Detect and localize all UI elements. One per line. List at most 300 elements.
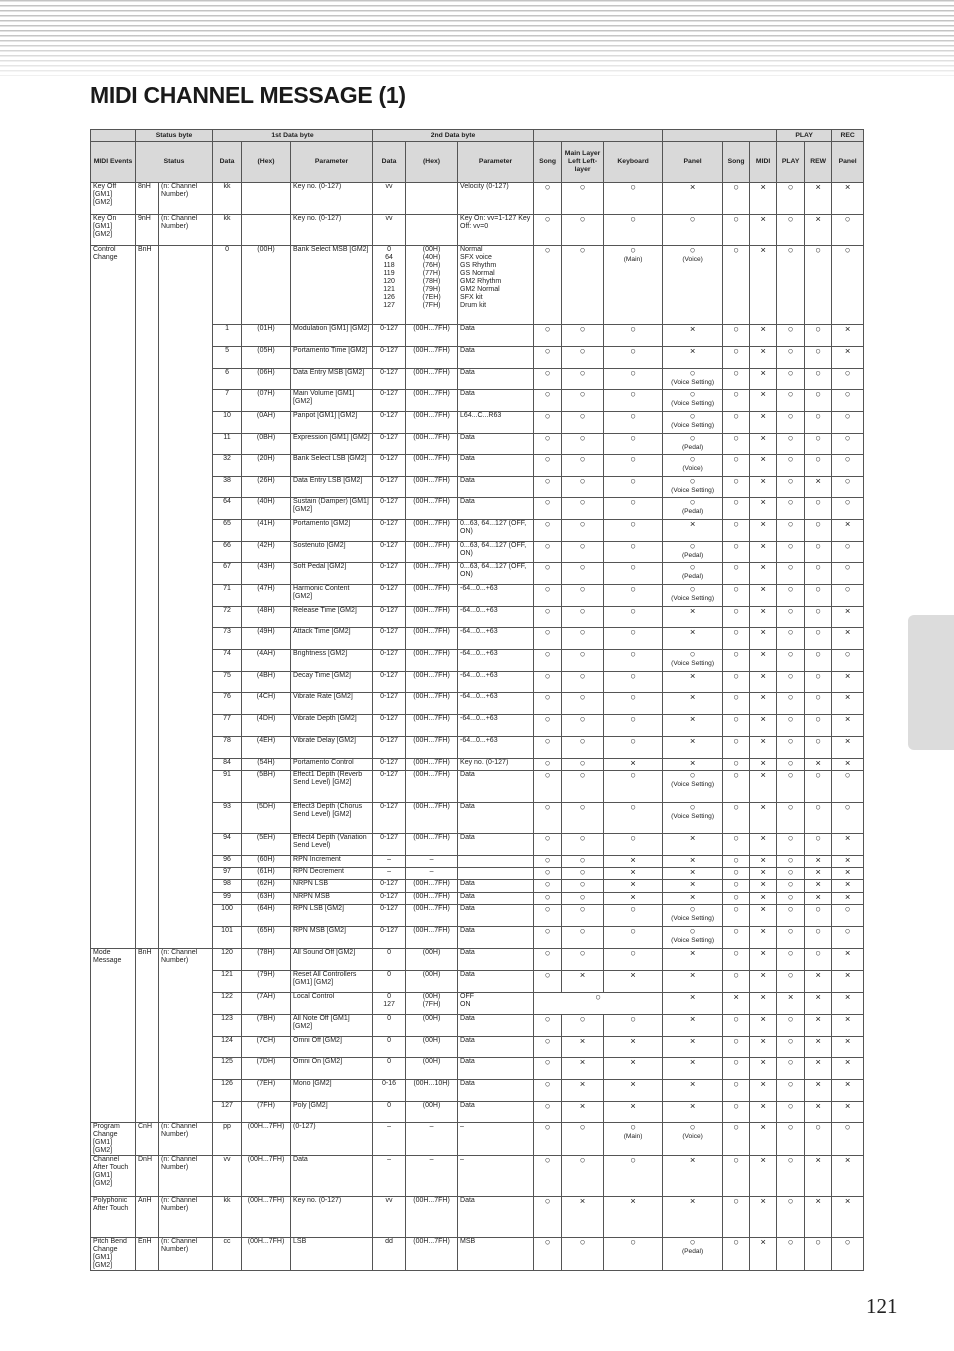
play-midi-cell: × (750, 390, 777, 412)
song-cell: ○ (534, 672, 562, 693)
play-play-cell: ○ (777, 880, 805, 893)
first-data-parameter-cell: Omni On [GM2] (291, 1058, 373, 1080)
play-song-cell: ○ (723, 246, 750, 325)
keyboard-cell: × (604, 1080, 663, 1102)
main-layer-cell: ○ (562, 520, 604, 542)
first-data-cell: 120 (213, 949, 242, 971)
main-layer-cell: ○ (562, 650, 604, 672)
play-rew-cell: × (805, 856, 832, 868)
first-data-hex-cell: (54H) (242, 759, 291, 771)
panel-symbol: ○ (689, 245, 696, 256)
main-layer-cell: ○ (562, 1156, 604, 1197)
panel-symbol: × (689, 833, 696, 844)
first-data-hex-cell: (4DH) (242, 715, 291, 737)
first-data-cell: 10 (213, 412, 242, 434)
main-layer-cell: × (562, 1102, 604, 1123)
second-data-cell: 0-127 (373, 498, 406, 520)
first-data-hex-cell: (07H) (242, 390, 291, 412)
main-layer-cell: ○ (562, 893, 604, 905)
header-play: PLAY (777, 142, 805, 183)
rec-panel-cell: × (832, 1197, 864, 1238)
first-data-cell: 122 (213, 993, 242, 1015)
song-cell: ○ (534, 246, 562, 325)
play-song-cell: ○ (723, 325, 750, 347)
second-data-hex-cell (406, 215, 458, 246)
panel-symbol: ○ (689, 389, 696, 400)
second-data-parameter-cell: Data (458, 880, 534, 893)
panel-symbol: × (689, 879, 696, 890)
second-data-cell: vv (373, 215, 406, 246)
first-data-hex-cell: (00H...7FH) (242, 1123, 291, 1156)
panel-note: (Voice) (682, 465, 703, 472)
second-data-hex-cell: (00H...7FH) (406, 585, 458, 607)
second-data-hex-cell: (00H...7FH) (406, 369, 458, 390)
panel-cell (663, 993, 723, 1015)
header-song: Song (723, 142, 750, 183)
second-data-parameter-cell: Data (458, 1080, 534, 1102)
panel-cell (663, 971, 723, 993)
panel-note: (Voice Setting) (671, 660, 715, 667)
song-cell: ○ (534, 434, 562, 455)
play-rew-cell: ○ (805, 803, 832, 834)
play-midi-cell: × (750, 803, 777, 834)
second-data-hex-cell: (00H...7FH) (406, 455, 458, 477)
keyboard-note: (Main) (623, 256, 643, 263)
keyboard-cell: ○ (604, 434, 663, 455)
rec-panel-cell: × (832, 672, 864, 693)
play-play-cell: ○ (777, 893, 805, 905)
second-data-hex-cell: – (406, 1156, 458, 1197)
first-data-cell: 91 (213, 771, 242, 803)
play-play-cell: ○ (777, 1102, 805, 1123)
first-data-parameter-cell: Key no. (0-127) (291, 215, 373, 246)
play-midi-cell: × (750, 585, 777, 607)
table-row (91, 183, 864, 215)
keyboard-cell: ○ (604, 1156, 663, 1197)
panel-symbol: × (689, 970, 696, 981)
play-rew-cell: ○ (805, 542, 832, 563)
first-data-parameter-cell: Main Volume [GM1] [GM2] (291, 390, 373, 412)
panel-note: (Voice Setting) (671, 937, 715, 944)
second-data-cell: 0-127 (373, 715, 406, 737)
first-data-parameter-cell: RPN Decrement (291, 868, 373, 880)
play-rew-cell: ○ (805, 715, 832, 737)
play-song-cell: ○ (723, 650, 750, 672)
second-data-cell: 0-127 (373, 803, 406, 834)
play-rew-cell: × (805, 1058, 832, 1080)
panel-cell (663, 477, 723, 498)
song-cell: ○ (534, 477, 562, 498)
panel-symbol: × (689, 346, 696, 357)
panel-symbol: ○ (689, 214, 696, 225)
play-play-cell: ○ (777, 434, 805, 455)
rec-panel-cell: × (832, 1037, 864, 1058)
second-data-cell: 0-127 (373, 563, 406, 585)
play-rew-cell: × (805, 1197, 832, 1238)
panel-symbol: ○ (689, 433, 696, 444)
first-data-hex-cell: (4EH) (242, 737, 291, 759)
second-data-hex-cell: (00H) (406, 1015, 458, 1037)
panel-symbol: ○ (689, 454, 696, 465)
header-rec: REC (832, 130, 864, 142)
main-layer-cell: ○ (562, 693, 604, 715)
panel-note: (Pedal) (681, 444, 704, 451)
play-midi-cell: × (750, 905, 777, 927)
first-data-parameter-cell: NRPN LSB (291, 880, 373, 893)
table-row (91, 215, 864, 246)
first-data-parameter-cell: Data Entry MSB [GM2] (291, 369, 373, 390)
play-song-cell: ○ (723, 1015, 750, 1037)
song-cell: ○ (534, 1197, 562, 1238)
second-data-parameter-cell: Data (458, 1102, 534, 1123)
panel-cell (663, 868, 723, 880)
second-data-parameter-cell: MSB (458, 1238, 534, 1271)
panel-symbol: ○ (689, 562, 696, 573)
play-rew-cell: ○ (805, 1123, 832, 1156)
header-data: Data (213, 142, 242, 183)
play-song-cell: ○ (723, 759, 750, 771)
first-data-cell: 93 (213, 803, 242, 834)
panel-cell (663, 1015, 723, 1037)
keyboard-cell: ○ (604, 628, 663, 650)
first-data-parameter-cell: RPN Increment (291, 856, 373, 868)
play-song-cell: ○ (723, 347, 750, 369)
header-hex: (Hex) (406, 142, 458, 183)
play-midi-cell: × (750, 1037, 777, 1058)
play-midi-cell: × (750, 434, 777, 455)
keyboard-cell: ○ (604, 905, 663, 927)
panel-cell (663, 803, 723, 834)
first-data-cell: cc (213, 1238, 242, 1271)
play-play-cell: × (777, 993, 805, 1015)
panel-cell (663, 1102, 723, 1123)
header-first-data: 1st Data byte (213, 130, 373, 142)
play-play-cell: ○ (777, 1037, 805, 1058)
panel-symbol: × (689, 867, 696, 878)
second-data-hex-cell: (00H...7FH) (406, 390, 458, 412)
main-layer-cell: ○ (562, 803, 604, 834)
song-cell: ○ (534, 834, 562, 856)
play-rew-cell: × (805, 1102, 832, 1123)
first-data-parameter-cell: Bank Select MSB [GM2] (291, 246, 373, 325)
panel-cell (663, 585, 723, 607)
panel-cell (663, 325, 723, 347)
second-data-cell: 0-127 (373, 607, 406, 628)
keyboard-cell: ○ (604, 693, 663, 715)
header-blank (663, 130, 777, 142)
first-data-parameter-cell: Harmonic Content [GM2] (291, 585, 373, 607)
first-data-cell: 127 (213, 1102, 242, 1123)
panel-cell (663, 390, 723, 412)
main-layer-cell: ○ (562, 542, 604, 563)
main-layer-cell: ○ (562, 880, 604, 893)
keyboard-cell: × (604, 1197, 663, 1238)
status-note-cell: (n: Channel Number) (159, 1197, 213, 1238)
panel-symbol: × (689, 1036, 696, 1047)
second-data-parameter-cell: Data (458, 369, 534, 390)
first-data-hex-cell: (41H) (242, 520, 291, 542)
second-data-cell: 0 127 (373, 993, 406, 1015)
play-midi-cell: × (750, 856, 777, 868)
panel-cell (663, 949, 723, 971)
second-data-hex-cell: (00H...7FH) (406, 893, 458, 905)
song-cell: ○ (534, 1058, 562, 1080)
play-song-cell: ○ (723, 880, 750, 893)
keyboard-cell: ○ (604, 737, 663, 759)
midi-event-cell: Control Change (91, 246, 136, 949)
play-rew-cell: × (805, 880, 832, 893)
second-data-parameter-cell: L64...C...R63 (458, 412, 534, 434)
first-data-cell: 66 (213, 542, 242, 563)
second-data-cell: – (373, 1156, 406, 1197)
panel-cell (663, 455, 723, 477)
play-midi-cell: × (750, 498, 777, 520)
play-rew-cell: × (805, 1080, 832, 1102)
second-data-hex-cell: (00H) (40H) (76H) (77H) (78H) (79H) (7EH) (7FH) (406, 246, 458, 325)
first-data-cell: 126 (213, 1080, 242, 1102)
second-data-hex-cell: (00H...10H) (406, 1080, 458, 1102)
second-data-cell: 0-127 (373, 347, 406, 369)
rec-panel-cell: ○ (832, 412, 864, 434)
rec-panel-cell: ○ (832, 498, 864, 520)
play-play-cell: ○ (777, 369, 805, 390)
second-data-cell: 0-127 (373, 412, 406, 434)
second-data-cell: 0 (373, 971, 406, 993)
rec-panel-cell: ○ (832, 215, 864, 246)
header-status-byte: Status byte (136, 130, 213, 142)
main-layer-cell: ○ (562, 563, 604, 585)
rec-panel-cell: ○ (832, 455, 864, 477)
second-data-cell: 0-127 (373, 542, 406, 563)
first-data-parameter-cell: Release Time [GM2] (291, 607, 373, 628)
keyboard-cell: ○ (604, 542, 663, 563)
second-data-hex-cell: (00H...7FH) (406, 563, 458, 585)
play-play-cell: ○ (777, 771, 805, 803)
panel-cell (663, 369, 723, 390)
panel-cell (663, 246, 723, 325)
first-data-cell: kk (213, 183, 242, 215)
second-data-hex-cell: (00H...7FH) (406, 771, 458, 803)
panel-symbol: ○ (689, 926, 696, 937)
main-layer-cell: ○ (562, 607, 604, 628)
first-data-parameter-cell: Attack Time [GM2] (291, 628, 373, 650)
header-keyboard: Keyboard (604, 142, 663, 183)
panel-symbol: × (689, 992, 696, 1003)
first-data-hex-cell: (00H...7FH) (242, 1238, 291, 1271)
header-main-layer: Main Layer Left Left-layer (562, 142, 604, 183)
keyboard-cell: × (604, 759, 663, 771)
play-rew-cell: ○ (805, 412, 832, 434)
song-cell: ○ (534, 715, 562, 737)
rec-panel-cell: × (832, 520, 864, 542)
play-midi-cell: × (750, 715, 777, 737)
second-data-cell: vv (373, 183, 406, 215)
first-data-cell: 94 (213, 834, 242, 856)
second-data-parameter-cell: 0...63, 64...127 (OFF, ON) (458, 520, 534, 542)
table-row (91, 1197, 864, 1238)
play-midi-cell: × (750, 520, 777, 542)
panel-symbol: × (689, 892, 696, 903)
play-midi-cell: × (750, 759, 777, 771)
second-data-cell: dd (373, 1238, 406, 1271)
play-midi-cell: × (750, 868, 777, 880)
play-song-cell: ○ (723, 1197, 750, 1238)
play-song-cell: ○ (723, 585, 750, 607)
play-midi-cell: × (750, 607, 777, 628)
keyboard-cell: ○ (604, 803, 663, 834)
panel-cell (663, 880, 723, 893)
play-song-cell: ○ (723, 737, 750, 759)
main-layer-cell: ○ (562, 183, 604, 215)
play-song-cell: ○ (723, 693, 750, 715)
panel-cell (663, 737, 723, 759)
second-data-parameter-cell: Data (458, 477, 534, 498)
rec-panel-cell: × (832, 1102, 864, 1123)
panel-cell (663, 563, 723, 585)
play-song-cell: ○ (723, 520, 750, 542)
midi-event-cell: Key On [GM1] [GM2] (91, 215, 136, 246)
first-data-cell: 11 (213, 434, 242, 455)
play-song-cell: ○ (723, 369, 750, 390)
panel-symbol: × (689, 671, 696, 682)
panel-note: (Pedal) (681, 1248, 704, 1255)
second-data-hex-cell: (00H...7FH) (406, 412, 458, 434)
play-midi-cell: × (750, 1238, 777, 1271)
song-cell: ○ (534, 771, 562, 803)
panel-cell (663, 715, 723, 737)
first-data-cell: pp (213, 1123, 242, 1156)
song-cell: ○ (534, 215, 562, 246)
play-play-cell: ○ (777, 412, 805, 434)
first-data-parameter-cell: Vibrate Depth [GM2] (291, 715, 373, 737)
play-rew-cell: ○ (805, 771, 832, 803)
play-song-cell: ○ (723, 971, 750, 993)
keyboard-cell: × (604, 880, 663, 893)
second-data-parameter-cell: Data (458, 803, 534, 834)
song-cell: ○ (534, 1238, 562, 1271)
panel-symbol: × (689, 519, 696, 530)
second-data-parameter-cell: Data (458, 325, 534, 347)
first-data-cell: 77 (213, 715, 242, 737)
rec-panel-cell: ○ (832, 542, 864, 563)
song-cell: ○ (534, 650, 562, 672)
main-layer-cell: ○ (562, 325, 604, 347)
main-layer-cell: ○ (562, 412, 604, 434)
first-data-cell: 67 (213, 563, 242, 585)
second-data-hex-cell: (00H) (406, 949, 458, 971)
second-data-cell: 0-127 (373, 905, 406, 927)
panel-cell (663, 1037, 723, 1058)
play-rew-cell: ○ (805, 455, 832, 477)
second-data-cell: 0-127 (373, 650, 406, 672)
rec-panel-cell: ○ (832, 905, 864, 927)
second-data-parameter-cell: -64...0...+63 (458, 607, 534, 628)
first-data-hex-cell: (65H) (242, 927, 291, 949)
second-data-cell: 0-127 (373, 893, 406, 905)
second-data-parameter-cell: – (458, 1156, 534, 1197)
play-song-cell: ○ (723, 1238, 750, 1271)
main-layer-cell: ○ (562, 434, 604, 455)
panel-symbol: × (689, 736, 696, 747)
midi-event-cell: Mode Message (91, 949, 136, 1123)
rec-panel-cell: ○ (832, 369, 864, 390)
panel-cell (663, 1058, 723, 1080)
play-song-cell: ○ (723, 1156, 750, 1197)
first-data-hex-cell: (4CH) (242, 693, 291, 715)
first-data-parameter-cell: Decay Time [GM2] (291, 672, 373, 693)
first-data-parameter-cell: Bank Select LSB [GM2] (291, 455, 373, 477)
play-midi-cell: × (750, 1015, 777, 1037)
play-play-cell: ○ (777, 246, 805, 325)
status-cell: BnH (136, 246, 159, 949)
table-row (91, 949, 864, 971)
panel-note: (Voice Setting) (671, 813, 715, 820)
play-midi-cell: × (750, 477, 777, 498)
first-data-hex-cell: (78H) (242, 949, 291, 971)
panel-symbol: × (689, 855, 696, 866)
play-song-cell: ○ (723, 905, 750, 927)
rec-panel-cell: × (832, 834, 864, 856)
first-data-cell: 64 (213, 498, 242, 520)
first-data-hex-cell: (49H) (242, 628, 291, 650)
header-status: Status (136, 142, 213, 183)
second-data-cell: 0-127 (373, 455, 406, 477)
first-data-cell: 38 (213, 477, 242, 498)
first-data-cell: 7 (213, 390, 242, 412)
rec-panel-cell: × (832, 737, 864, 759)
first-data-hex-cell: (61H) (242, 868, 291, 880)
play-play-cell: ○ (777, 1156, 805, 1197)
panel-symbol: × (689, 1014, 696, 1025)
second-data-hex-cell: (00H...7FH) (406, 650, 458, 672)
second-data-hex-cell: – (406, 1123, 458, 1156)
play-song-cell: ○ (723, 215, 750, 246)
panel-symbol: × (689, 606, 696, 617)
second-data-cell: 0 (373, 1037, 406, 1058)
first-data-cell: 32 (213, 455, 242, 477)
play-song-cell: ○ (723, 628, 750, 650)
first-data-cell: 101 (213, 927, 242, 949)
panel-symbol: ○ (689, 802, 696, 813)
header-midi: MIDI (750, 142, 777, 183)
play-play-cell: ○ (777, 1080, 805, 1102)
panel-cell (663, 1156, 723, 1197)
play-song-cell: ○ (723, 607, 750, 628)
first-data-cell: 73 (213, 628, 242, 650)
play-song-cell: ○ (723, 1102, 750, 1123)
play-midi-cell: × (750, 927, 777, 949)
song-cell: ○ (534, 1080, 562, 1102)
panel-symbol: ○ (689, 541, 696, 552)
main-layer-cell: ○ (562, 856, 604, 868)
keyboard-cell: ○ (604, 650, 663, 672)
play-midi-cell: × (750, 771, 777, 803)
play-rew-cell: ○ (805, 905, 832, 927)
midi-event-cell: Channel After Touch [GM1] [GM2] (91, 1156, 136, 1197)
first-data-parameter-cell: LSB (291, 1238, 373, 1271)
midi-channel-message-table (90, 129, 864, 1271)
song-cell: ○ (534, 1123, 562, 1156)
first-data-parameter-cell: All Sound Off [GM2] (291, 949, 373, 971)
second-data-hex-cell: (00H...7FH) (406, 759, 458, 771)
keyboard-cell: ○ (604, 771, 663, 803)
status-note-cell (159, 246, 213, 949)
first-data-hex-cell: (62H) (242, 880, 291, 893)
first-data-cell: 5 (213, 347, 242, 369)
rec-panel-cell: ○ (832, 563, 864, 585)
first-data-parameter-cell: Key no. (0-127) (291, 183, 373, 215)
play-rew-cell: ○ (805, 607, 832, 628)
